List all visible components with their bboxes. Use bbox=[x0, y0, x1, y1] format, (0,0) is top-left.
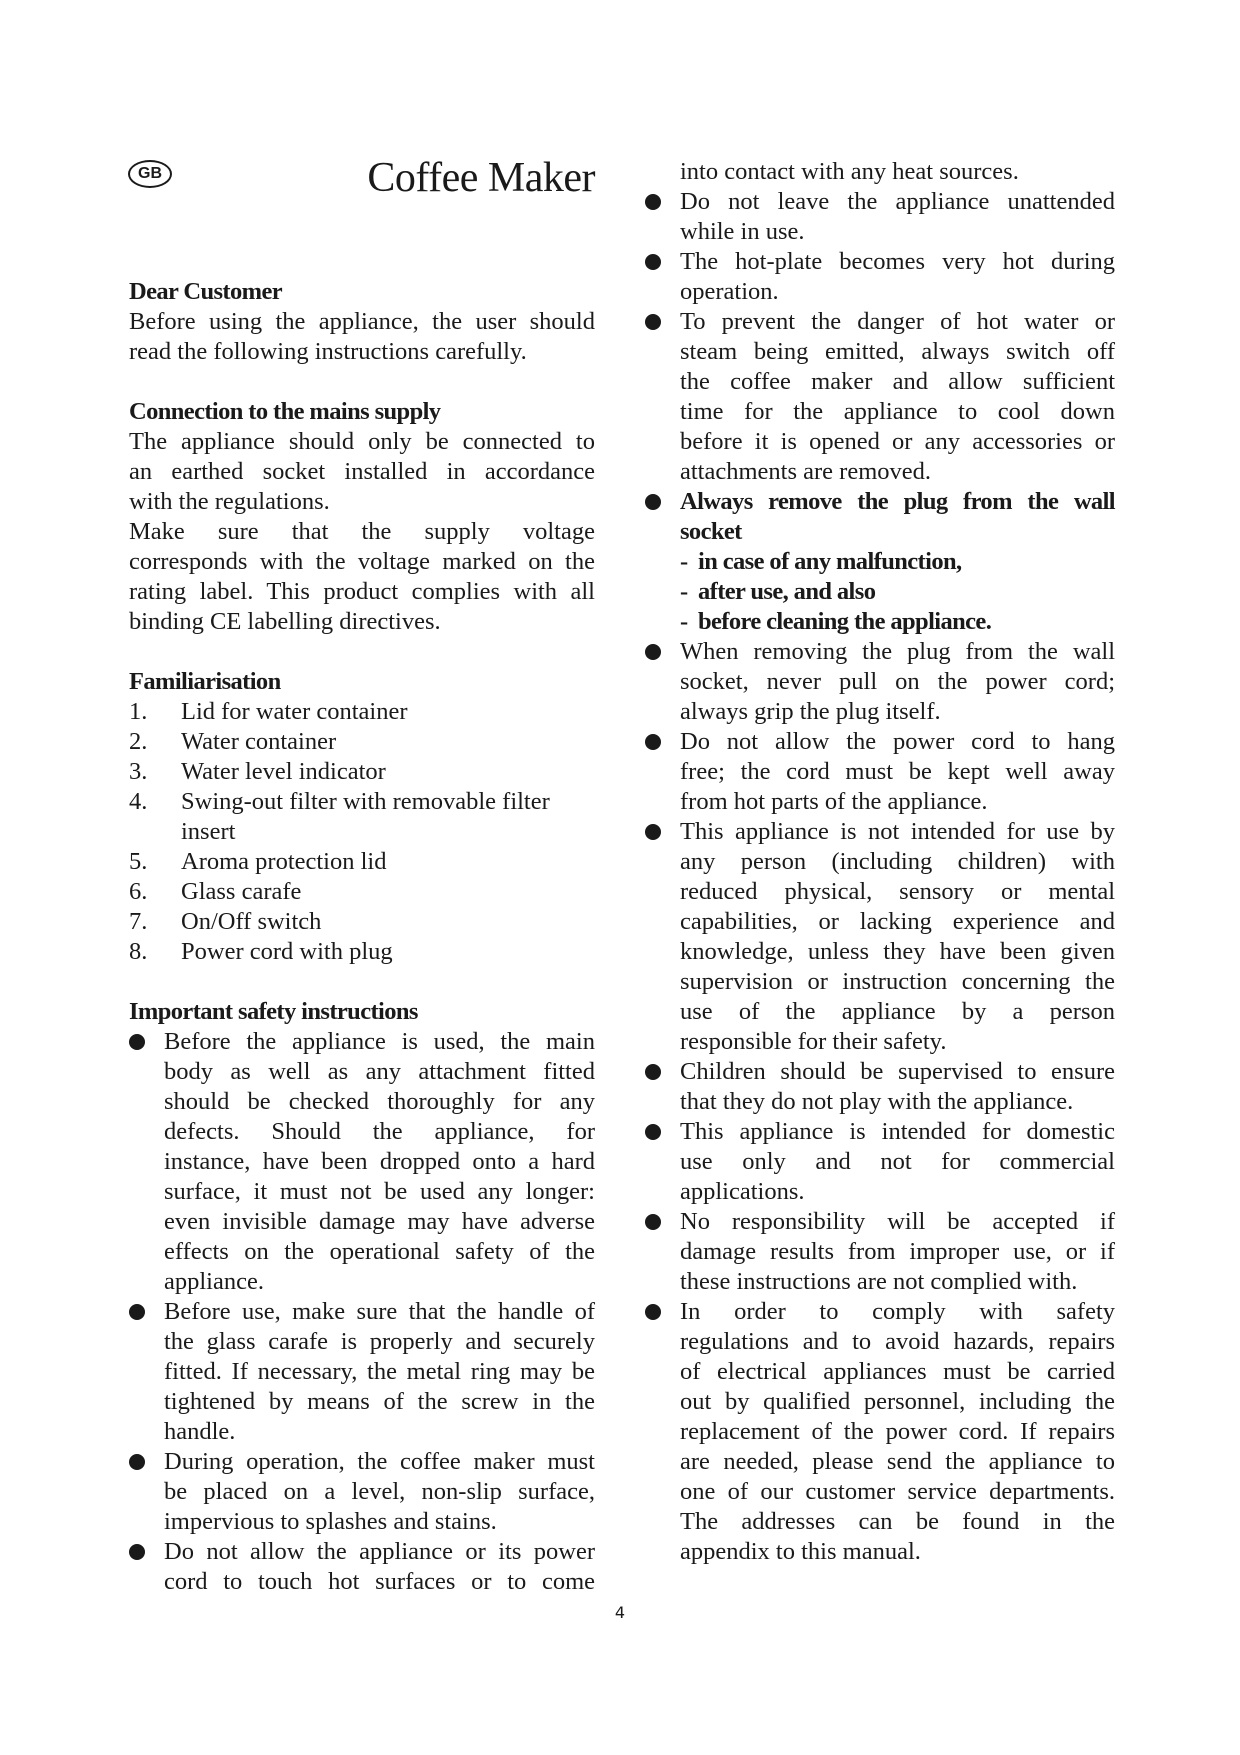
list-item bbox=[129, 727, 595, 757]
bullet-text: these instructions are not complied with. bbox=[680, 1268, 1078, 1295]
bullet-continuation bbox=[645, 997, 1115, 1027]
text-line: The appliance should only be connected to bbox=[129, 428, 595, 455]
bullet-icon bbox=[645, 734, 661, 750]
bullet-continuation bbox=[645, 847, 1115, 877]
bullet-continuation bbox=[645, 697, 1115, 727]
bullet-text: During operation, the coffee maker must bbox=[164, 1448, 595, 1475]
bullet-text: body as well as any attachment fitted bbox=[164, 1058, 595, 1085]
bullet-text: even invisible damage may have adverse bbox=[164, 1208, 595, 1235]
bullet-item-plug-warning bbox=[645, 487, 1115, 517]
list-number: 2. bbox=[129, 728, 148, 755]
bullet-text: responsible for their safety. bbox=[680, 1028, 947, 1055]
bullet-continuation bbox=[129, 1117, 595, 1147]
bullet-item bbox=[645, 247, 1115, 277]
bullet-text: appendix to this manual. bbox=[680, 1538, 921, 1565]
sub-item-text: in case of any malfunction, bbox=[698, 548, 962, 575]
page-title: Coffee Maker bbox=[367, 155, 595, 201]
bullet-text: supervision or instruction concerning the bbox=[680, 968, 1115, 995]
sub-item: - after use, and also bbox=[645, 577, 1115, 607]
bullet-text: replacement of the power cord. If repairs bbox=[680, 1418, 1115, 1445]
bullet-icon bbox=[645, 1304, 661, 1320]
bullet-continuation bbox=[129, 1177, 595, 1207]
bullet-item bbox=[645, 307, 1115, 337]
bullet-text: Do not allow the power cord to hang bbox=[680, 728, 1115, 755]
bullet-text: Always remove the plug from the wall bbox=[680, 488, 1115, 515]
bullet-text: When removing the plug from the wall bbox=[680, 638, 1115, 665]
list-number: 5. bbox=[129, 848, 148, 875]
bullet-text: effects on the operational safety of the bbox=[164, 1238, 595, 1265]
bullet-text: into contact with any heat sources. bbox=[680, 158, 1019, 185]
bullet-continuation bbox=[645, 877, 1115, 907]
bullet-continuation bbox=[129, 1387, 595, 1417]
bullet-icon bbox=[129, 1304, 145, 1320]
bullet-continuation bbox=[129, 1567, 595, 1597]
bullet-text: appliance. bbox=[164, 1268, 264, 1295]
bullet-item bbox=[645, 727, 1115, 757]
bullet-item bbox=[645, 817, 1115, 847]
bullet-item bbox=[645, 1117, 1115, 1147]
bullet-continuation bbox=[645, 217, 1115, 247]
bullet-text: out by qualified personnel, including the bbox=[680, 1388, 1115, 1415]
list-item bbox=[129, 787, 595, 817]
bullet-text: are needed, please send the appliance to bbox=[680, 1448, 1115, 1475]
sub-item: - before cleaning the appliance. bbox=[645, 607, 1115, 637]
bullet-continuation bbox=[129, 1147, 595, 1177]
bullet-text: any person (including children) with bbox=[680, 848, 1115, 875]
bullet-continuation bbox=[645, 1357, 1115, 1387]
bullet-text: applications. bbox=[680, 1178, 805, 1205]
text-line: rating label. This product complies with all bbox=[129, 578, 595, 605]
bullet-icon bbox=[645, 314, 661, 330]
bullet-continuation bbox=[645, 1237, 1115, 1267]
list-text: Power cord with plug bbox=[181, 938, 393, 965]
bullet-text: No responsibility will be accepted if bbox=[680, 1208, 1115, 1235]
bullet-text: regulations and to avoid hazards, repairs bbox=[680, 1328, 1115, 1355]
bullet-text: surface, it must not be used any longer: bbox=[164, 1178, 595, 1205]
bullet-continuation bbox=[645, 787, 1115, 817]
bullet-text: This appliance is intended for domestic bbox=[680, 1118, 1115, 1145]
bullet-continuation bbox=[645, 1087, 1115, 1117]
sub-item-text: after use, and also bbox=[698, 578, 876, 605]
bullet-continuation bbox=[645, 1027, 1115, 1057]
bullet-continuation bbox=[645, 757, 1115, 787]
bullet-text: the coffee maker and allow sufficient bbox=[680, 368, 1115, 395]
list-number: 4. bbox=[129, 788, 148, 815]
bullet-item bbox=[645, 1207, 1115, 1237]
bullet-icon bbox=[645, 194, 661, 210]
bullet-continuation bbox=[645, 1177, 1115, 1207]
text-line: read the following instructions carefully. bbox=[129, 338, 527, 365]
bullet-text: This appliance is not intended for use by bbox=[680, 818, 1115, 845]
bullet-continuation bbox=[645, 397, 1115, 427]
bullet-item bbox=[645, 1297, 1115, 1327]
bullet-text: from hot parts of the appliance. bbox=[680, 788, 988, 815]
bullet-text: impervious to splashes and stains. bbox=[164, 1508, 497, 1535]
bullet-continuation bbox=[645, 517, 1115, 547]
bullet-text: should be checked thoroughly for any bbox=[164, 1088, 595, 1115]
bullet-text: Children should be supervised to ensure bbox=[680, 1058, 1115, 1085]
list-item bbox=[129, 847, 595, 877]
section-heading-mains-connection: Connection to the mains supply bbox=[129, 398, 441, 425]
bullet-text: use of the appliance by a person bbox=[680, 998, 1115, 1025]
bullet-continuation bbox=[129, 1507, 595, 1537]
bullet-text: Before use, make sure that the handle of bbox=[164, 1298, 595, 1325]
bullet-text: Do not leave the appliance unattended bbox=[680, 188, 1115, 215]
bullet-icon bbox=[645, 494, 661, 510]
bullet-text: To prevent the danger of hot water or bbox=[680, 308, 1115, 335]
bullet-item bbox=[645, 1057, 1115, 1087]
list-item bbox=[129, 877, 595, 907]
bullet-text: In order to comply with safety bbox=[680, 1298, 1115, 1325]
section-heading-familiarisation: Familiarisation bbox=[129, 668, 281, 695]
bullet-continuation bbox=[129, 1357, 595, 1387]
text-line: with the regulations. bbox=[129, 488, 330, 515]
bullet-text: socket bbox=[680, 518, 742, 545]
bullet-continuation bbox=[129, 1237, 595, 1267]
list-number: 8. bbox=[129, 938, 148, 965]
bullet-item bbox=[129, 1447, 595, 1477]
list-number: 7. bbox=[129, 908, 148, 935]
bullet-text: Before the appliance is used, the main bbox=[164, 1028, 595, 1055]
bullet-icon bbox=[129, 1544, 145, 1560]
list-text: Water level indicator bbox=[181, 758, 386, 785]
bullet-text: one of our customer service departments. bbox=[680, 1478, 1115, 1505]
bullet-continuation bbox=[129, 1267, 595, 1297]
bullet-text: cord to touch hot surfaces or to come bbox=[164, 1568, 595, 1595]
text-line: corresponds with the voltage marked on the bbox=[129, 548, 595, 575]
bullet-continuation bbox=[645, 967, 1115, 997]
bullet-continuation bbox=[645, 1327, 1115, 1357]
bullet-text: operation. bbox=[680, 278, 779, 305]
page-number: 4 bbox=[614, 1603, 626, 1622]
list-number: 3. bbox=[129, 758, 148, 785]
bullet-icon bbox=[645, 1214, 661, 1230]
bullet-continuation bbox=[645, 157, 1115, 187]
bullet-text: socket, never pull on the power cord; bbox=[680, 668, 1115, 695]
list-text: Lid for water container bbox=[181, 698, 408, 725]
bullet-text: free; the cord must be kept well away bbox=[680, 758, 1115, 785]
bullet-text: handle. bbox=[164, 1418, 236, 1445]
text-line: binding CE labelling directives. bbox=[129, 608, 441, 635]
bullet-text: fitted. If necessary, the metal ring may be bbox=[164, 1358, 595, 1385]
section-heading-safety-instructions: Important safety instructions bbox=[129, 998, 418, 1025]
bullet-continuation bbox=[645, 1267, 1115, 1297]
bullet-text: knowledge, unless they have been given bbox=[680, 938, 1115, 965]
bullet-text: reduced physical, sensory or mental bbox=[680, 878, 1115, 905]
bullet-item bbox=[129, 1297, 595, 1327]
bullet-text: attachments are removed. bbox=[680, 458, 932, 485]
bullet-continuation bbox=[129, 1417, 595, 1447]
bullet-continuation bbox=[645, 1447, 1115, 1477]
bullet-continuation bbox=[129, 1207, 595, 1237]
bullet-text: Do not allow the appliance or its power bbox=[164, 1538, 595, 1565]
bullet-text: capabilities, or lacking experience and bbox=[680, 908, 1115, 935]
bullet-continuation bbox=[645, 1417, 1115, 1447]
list-text: Aroma protection lid bbox=[181, 848, 387, 875]
bullet-continuation bbox=[645, 1537, 1115, 1567]
bullet-text: be placed on a level, non-slip surface, bbox=[164, 1478, 595, 1505]
bullet-item bbox=[645, 637, 1115, 667]
section-heading-dear-customer: Dear Customer bbox=[129, 278, 282, 305]
list-item bbox=[129, 697, 595, 727]
bullet-icon bbox=[129, 1034, 145, 1050]
bullet-text: steam being emitted, always switch off bbox=[680, 338, 1115, 365]
bullet-continuation bbox=[645, 1477, 1115, 1507]
bullet-continuation bbox=[645, 367, 1115, 397]
bullet-continuation bbox=[645, 277, 1115, 307]
bullet-continuation bbox=[129, 1327, 595, 1357]
list-item bbox=[129, 757, 595, 787]
bullet-continuation bbox=[645, 667, 1115, 697]
bullet-text: The hot-plate becomes very hot during bbox=[680, 248, 1115, 275]
bullet-item bbox=[129, 1027, 595, 1057]
bullet-text: defects. Should the appliance, for bbox=[164, 1118, 595, 1145]
bullet-continuation bbox=[645, 1507, 1115, 1537]
bullet-icon bbox=[645, 1124, 661, 1140]
bullet-item bbox=[129, 1537, 595, 1567]
bullet-text: damage results from improper use, or if bbox=[680, 1238, 1115, 1265]
list-item bbox=[129, 937, 595, 967]
bullet-icon bbox=[645, 824, 661, 840]
bullet-icon bbox=[645, 644, 661, 660]
list-text: Swing-out filter with removable filter bbox=[181, 788, 550, 815]
bullet-continuation bbox=[645, 937, 1115, 967]
bullet-continuation bbox=[645, 1387, 1115, 1417]
text-line: an earthed socket installed in accordance bbox=[129, 458, 595, 485]
list-text: insert bbox=[181, 818, 236, 845]
bullet-text: tightened by means of the screw in the bbox=[164, 1388, 595, 1415]
list-text: Glass carafe bbox=[181, 878, 302, 905]
text-line: Make sure that the supply voltage bbox=[129, 518, 595, 545]
bullet-text: time for the appliance to cool down bbox=[680, 398, 1115, 425]
text-line: Before using the appliance, the user should bbox=[129, 308, 595, 335]
list-text: Water container bbox=[181, 728, 337, 755]
list-number: 1. bbox=[129, 698, 148, 725]
list-number: 6. bbox=[129, 878, 148, 905]
bullet-text: that they do not play with the appliance. bbox=[680, 1088, 1074, 1115]
list-item-continuation bbox=[129, 817, 595, 847]
bullet-continuation bbox=[645, 1147, 1115, 1177]
bullet-continuation bbox=[129, 1087, 595, 1117]
sub-item: - in case of any malfunction, bbox=[645, 547, 1115, 577]
bullet-text: instance, have been dropped onto a hard bbox=[164, 1148, 595, 1175]
bullet-continuation bbox=[645, 427, 1115, 457]
bullet-continuation bbox=[645, 337, 1115, 367]
bullet-icon bbox=[645, 254, 661, 270]
bullet-icon bbox=[129, 1454, 145, 1470]
bullet-continuation bbox=[645, 457, 1115, 487]
country-badge-gb: GB bbox=[128, 160, 172, 188]
bullet-text: of electrical appliances must be carried bbox=[680, 1358, 1115, 1385]
bullet-text: always grip the plug itself. bbox=[680, 698, 941, 725]
bullet-continuation bbox=[129, 1477, 595, 1507]
bullet-continuation bbox=[645, 907, 1115, 937]
bullet-item bbox=[645, 187, 1115, 217]
bullet-text: use only and not for commercial bbox=[680, 1148, 1115, 1175]
list-item bbox=[129, 907, 595, 937]
bullet-continuation bbox=[129, 1057, 595, 1087]
bullet-text: the glass carafe is properly and securely bbox=[164, 1328, 595, 1355]
sub-item-text: before cleaning the appliance. bbox=[698, 608, 992, 635]
bullet-icon bbox=[645, 1064, 661, 1080]
bullet-text: The addresses can be found in the bbox=[680, 1508, 1115, 1535]
bullet-text: while in use. bbox=[680, 218, 805, 245]
list-text: On/Off switch bbox=[181, 908, 322, 935]
bullet-text: before it is opened or any accessories or bbox=[680, 428, 1115, 455]
